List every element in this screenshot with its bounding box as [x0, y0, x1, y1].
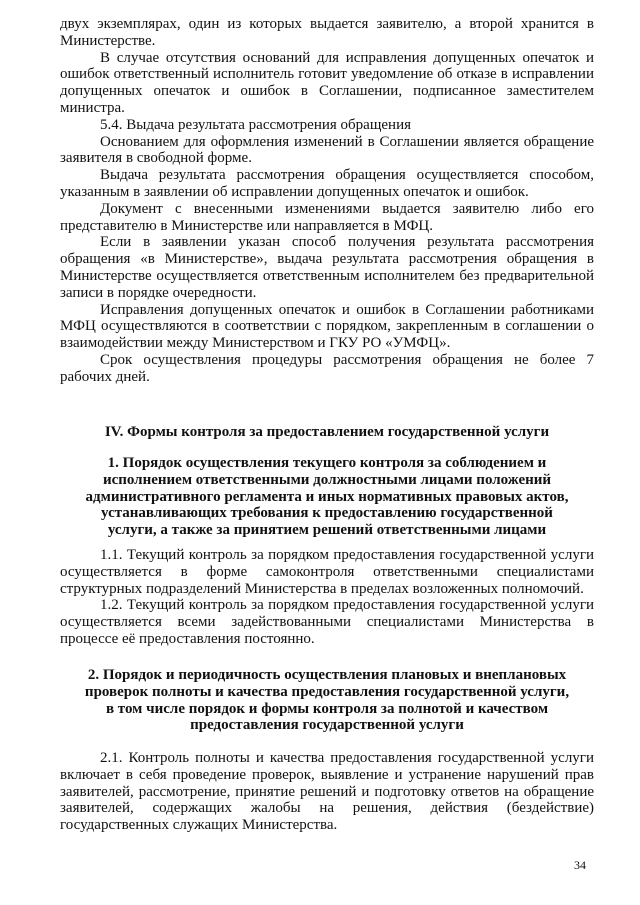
- section-heading-block: [60, 424, 594, 441]
- subsection1-text-block: [60, 547, 594, 648]
- paragraph: 1.2. Текущий контроль за порядком предоставления государственной услуги осуществляется всеми задействованными специалистами Министерства в процессе её предоставления постоянно.: [60, 597, 594, 647]
- top-text-block: [60, 16, 594, 386]
- subsection2-heading-block: [80, 667, 574, 734]
- paragraph: Основанием для оформления изменений в Соглашении является обращение заявителя в свободной форме.: [60, 133, 594, 167]
- paragraph: 5.4. Выдача результата рассмотрения обращения: [100, 116, 411, 133]
- subsection1-heading-block: [80, 455, 574, 539]
- paragraph: В случае отсутствия оснований для исправления допущенных опечаток и ошибок ответственный исполнитель готовит уведомление об отказе в исправлении допущенных опечаток и ошибок в Соглашении, подписанное заместителем министра.: [60, 49, 594, 116]
- paragraph: Выдача результата рассмотрения обращения осуществляется способом, указанным в заявлении об исправлении допущенных опечаток и ошибок.: [60, 167, 594, 200]
- paragraph: 1.1. Текущий контроль за порядком предоставления государственной услуги осуществляется в форме самоконтроля ответственными специалистами структурных подразделений Министерства в пределах возложенных полномочий.: [60, 547, 594, 597]
- subsection2-text-block: [60, 750, 594, 834]
- subsection-title: 2. Порядок и периодичность осуществления плановых и внеплановых проверок полноты и качества предоставления государственной услуги, в том числе порядок и формы контроля за полнотой и качеством предоставления государственной услуги: [84, 667, 570, 734]
- paragraph: Исправления допущенных опечаток и ошибок в Соглашении работниками МФЦ осуществляются в соответствии с порядком, закрепленным в соглашении о взаимодействии между Министерством и ГКУ РО «УМФЦ».: [60, 301, 594, 352]
- paragraph: Если в заявлении указан способ получения результата рассмотрения обращения «в Министерстве», выдача результата рассмотрения обращения в Министерстве осуществляется ответственным исполнителем без предварительной записи в порядке очередности.: [60, 234, 594, 301]
- paragraph: Документ с внесенными изменениями выдается заявителю либо его представителю в Министерстве или направляется в МФЦ.: [60, 200, 594, 234]
- section-title: IV. Формы контроля за предоставлением государственной услуги: [104, 424, 550, 440]
- paragraph: двух экземплярах, один из которых выдается заявителю, а второй хранится в Министерстве.: [60, 16, 594, 49]
- subsection-title: 1. Порядок осуществления текущего контроля за соблюдением и исполнением ответственными должностными лицами положений административного регламента и иных нормативных правовых актов, устанавливающих требования к предоставлению государственной услуги, а также за принятием решений ответственными лицами: [85, 455, 569, 539]
- page-number: 34: [574, 858, 586, 872]
- paragraph: 2.1. Контроль полноты и качества предоставления государственной услуги включает в себя проведение проверок, выявление и устранение нарушений прав заявителей, рассмотрение, принятие решений и подготовку ответов на обращение заявителей, содержащих жалобы на решения, действия (бездействие) государственных служащих Министерства.: [60, 750, 594, 834]
- paragraph: Срок осуществления процедуры рассмотрения обращения не более 7 рабочих дней.: [60, 351, 594, 385]
